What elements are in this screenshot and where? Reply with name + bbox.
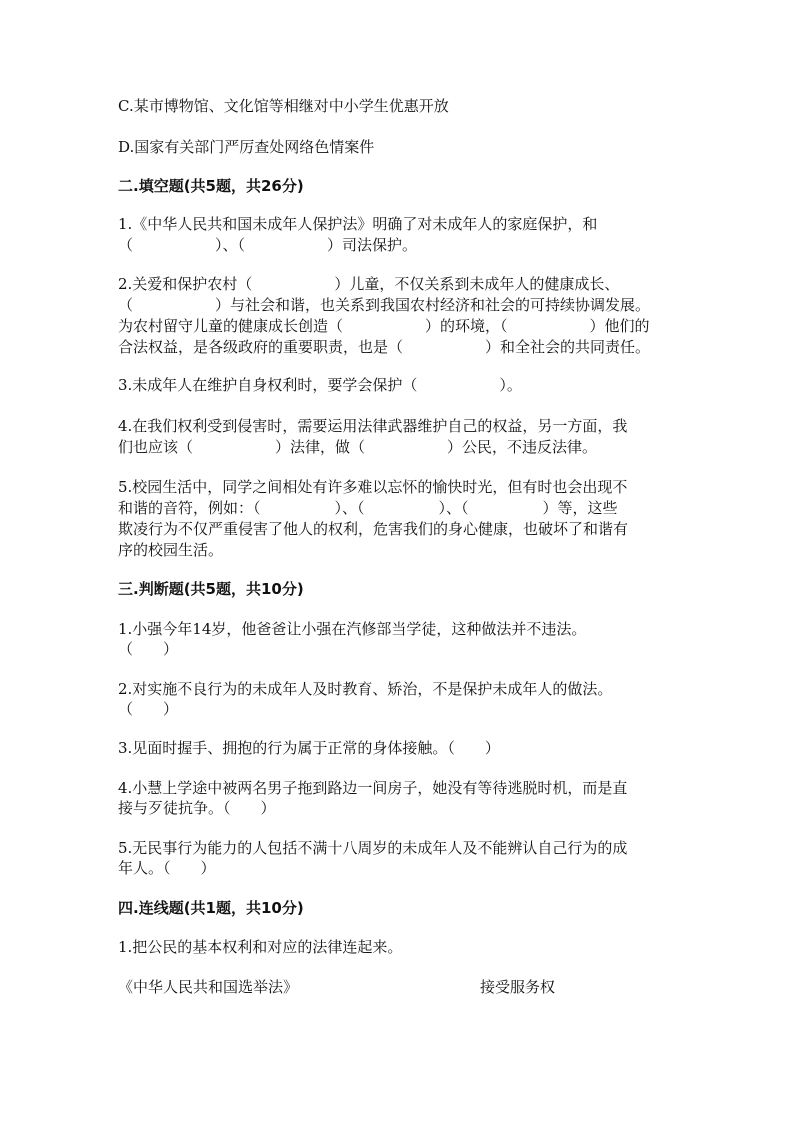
s2-q2-line3: 为农村留守儿童的健康成长创造（ ）的环境，（ ）他们的	[118, 317, 650, 335]
s3-q5-line2: 年人。（ ）	[118, 859, 216, 877]
s2-q4-line1: 4.在我们权利受到侵害时，需要运用法律武器维护自己的权益，另一方面，我	[118, 417, 628, 435]
s2-q2-line4: 合法权益，是各级政府的重要职责，也是（ ）和全社会的共同责任。	[118, 338, 651, 356]
match-row	[118, 977, 678, 998]
match-left-item[interactable]: 《中华人民共和国选举法》	[118, 978, 299, 996]
s2-q2-line1: 2.关爱和保护农村（ ）儿童，不仅关系到未成年人的健康成长、	[118, 275, 620, 293]
s2-q5-line4: 序的校园生活。	[118, 541, 224, 559]
s2-q1-line1: 1.《中华人民共和国未成年人保护法》明确了对未成年人的家庭保护，和	[118, 215, 598, 233]
s2-q1-line2: （ ）、（ ）司法保护。	[118, 236, 418, 254]
s2-q5-line2: 和谐的音符，例如：（ ）、（ ）、（ ）等，这些	[118, 499, 618, 517]
s3-q4-line2: 接与歹徒抗争。（ ）	[118, 799, 276, 817]
s2-q2-line2: （ ）与社会和谐，也关系到我国农村经济和社会的可持续协调发展。	[118, 296, 651, 314]
option-c: C.某市博物馆、文化馆等相继对中小学生优惠开放	[118, 97, 449, 115]
s3-q5-line1: 5.无民事行为能力的人包括不满十八周岁的未成年人及不能辨认自己行为的成	[118, 839, 628, 857]
s2-q5-line3: 欺凌行为不仅严重侵害了他人的权利，危害我们的身心健康，也破坏了和谐有	[118, 520, 629, 538]
s3-q1-line1: 1.小强今年14岁，他爸爸让小强在汽修部当学徒，这种做法并不违法。	[118, 620, 587, 638]
s3-q2-line2: （ ）	[118, 700, 179, 718]
option-d: D.国家有关部门严厉查处网络色情案件	[118, 138, 375, 156]
s2-q5-line1: 5.校园生活中，同学之间相处有许多难以忘怀的愉快时光，但有时也会出现不	[118, 478, 628, 496]
section4-heading: 四.连线题(共1题，共10分)	[118, 899, 304, 917]
match-right-item[interactable]: 接受服务权	[480, 978, 556, 996]
s3-q4-line1: 4.小慧上学途中被两名男子拖到路边一间房子，她没有等待逃脱时机，而是直	[118, 779, 628, 797]
s4-q1-line1: 1.把公民的基本权利和对应的法律连起来。	[118, 938, 403, 956]
s3-q3-line1: 3.见面时握手、拥抱的行为属于正常的身体接触。（ ）	[118, 739, 500, 757]
s3-q1-line2: （ ）	[118, 640, 179, 658]
s2-q4-line2: 们也应该（ ）法律，做（ ）公民，不违反法律。	[118, 438, 598, 456]
s2-q3-line1: 3.未成年人在维护自身权利时，要学会保护（ ）。	[118, 376, 522, 394]
section3-heading: 三.判断题(共5题，共10分)	[118, 580, 304, 598]
s3-q2-line1: 2.对实施不良行为的未成年人及时教育、矫治，不是保护未成年人的做法。	[118, 680, 613, 698]
section2-heading: 二.填空题(共5题，共26分)	[118, 177, 304, 195]
